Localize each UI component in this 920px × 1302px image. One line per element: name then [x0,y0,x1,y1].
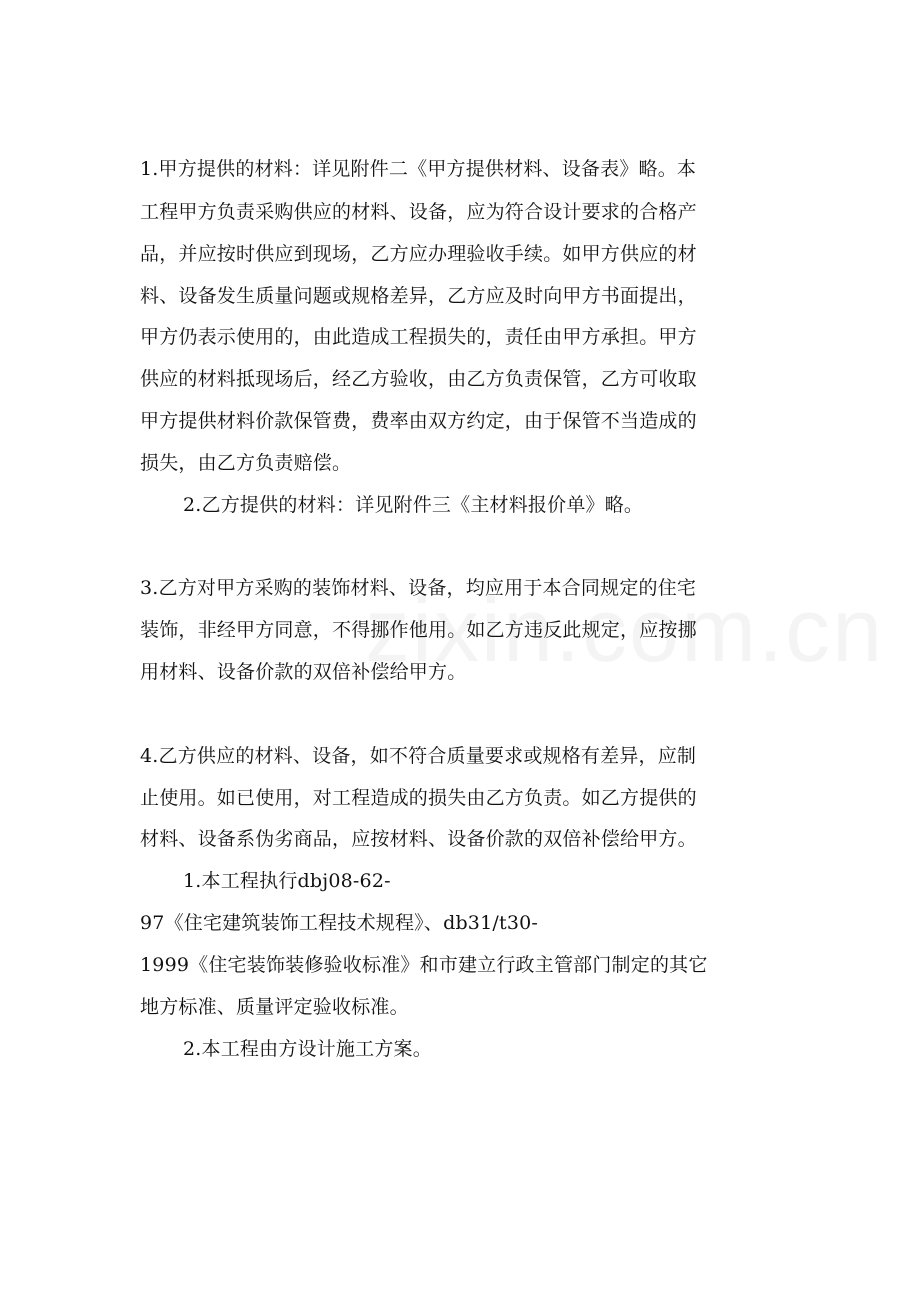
paragraph-4-line-1: 4.乙方供应的材料、设备，如不符合质量要求或规格有差异，应制 [140,745,697,767]
paragraph-2-line-1: 2.乙方提供的材料：详见附件三《主材料报价单》略。 [183,494,644,516]
paragraph-5-line-3: 1999《住宅装饰装修验收标准》和市建立行政主管部门制定的其它 [140,954,708,976]
paragraph-1-line-5: 甲方仍表示使用的，由此造成工程损失的，责任由甲方承担。甲方 [140,326,697,348]
paragraph-1-line-4: 料、设备发生质量问题或规格差异，乙方应及时向甲方书面提出， [140,285,697,307]
paragraph-6-line-1: 2.本工程由方设计施工方案。 [183,1038,432,1060]
paragraph-1-line-1: 1.甲方提供的材料：详见附件二《甲方提供材料、设备表》略。本 [140,158,697,180]
paragraph-1-line-2: 工程甲方负责采购供应的材料、设备，应为符合设计要求的合格产 [140,201,697,223]
paragraph-1-line-8: 损失，由乙方负责赔偿。 [140,452,352,474]
paragraph-4-line-2: 止使用。如已使用，对工程造成的损失由乙方负责。如乙方提供的 [140,787,697,809]
paragraph-5-line-4: 地方标准、质量评定验收标准。 [140,996,409,1018]
paragraph-1-line-6: 供应的材料抵现场后，经乙方验收，由乙方负责保管，乙方可收取 [140,368,697,390]
paragraph-5-line-1: 1.本工程执行dbj08-62- [183,870,391,892]
paragraph-5-line-2: 97《住宅建筑装饰工程技术规程》、db31/t30- [140,912,539,934]
paragraph-3-line-3: 用材料、设备价款的双倍补偿给甲方。 [140,661,467,683]
paragraph-3-line-1: 3.乙方对甲方采购的装饰材料、设备，均应用于本合同规定的住宅 [140,577,697,599]
paragraph-1-line-3: 品，并应按时供应到现场，乙方应办理验收手续。如甲方供应的材 [140,243,697,265]
paragraph-3-line-2: 装饰，非经甲方同意，不得挪作他用。如乙方违反此规定，应按挪 [140,619,697,641]
paragraph-4-line-3: 材料、设备系伪劣商品，应按材料、设备价款的双倍补偿给甲方。 [140,828,697,850]
paragraph-1-line-7: 甲方提供材料价款保管费，费率由双方约定，由于保管不当造成的 [140,410,697,432]
